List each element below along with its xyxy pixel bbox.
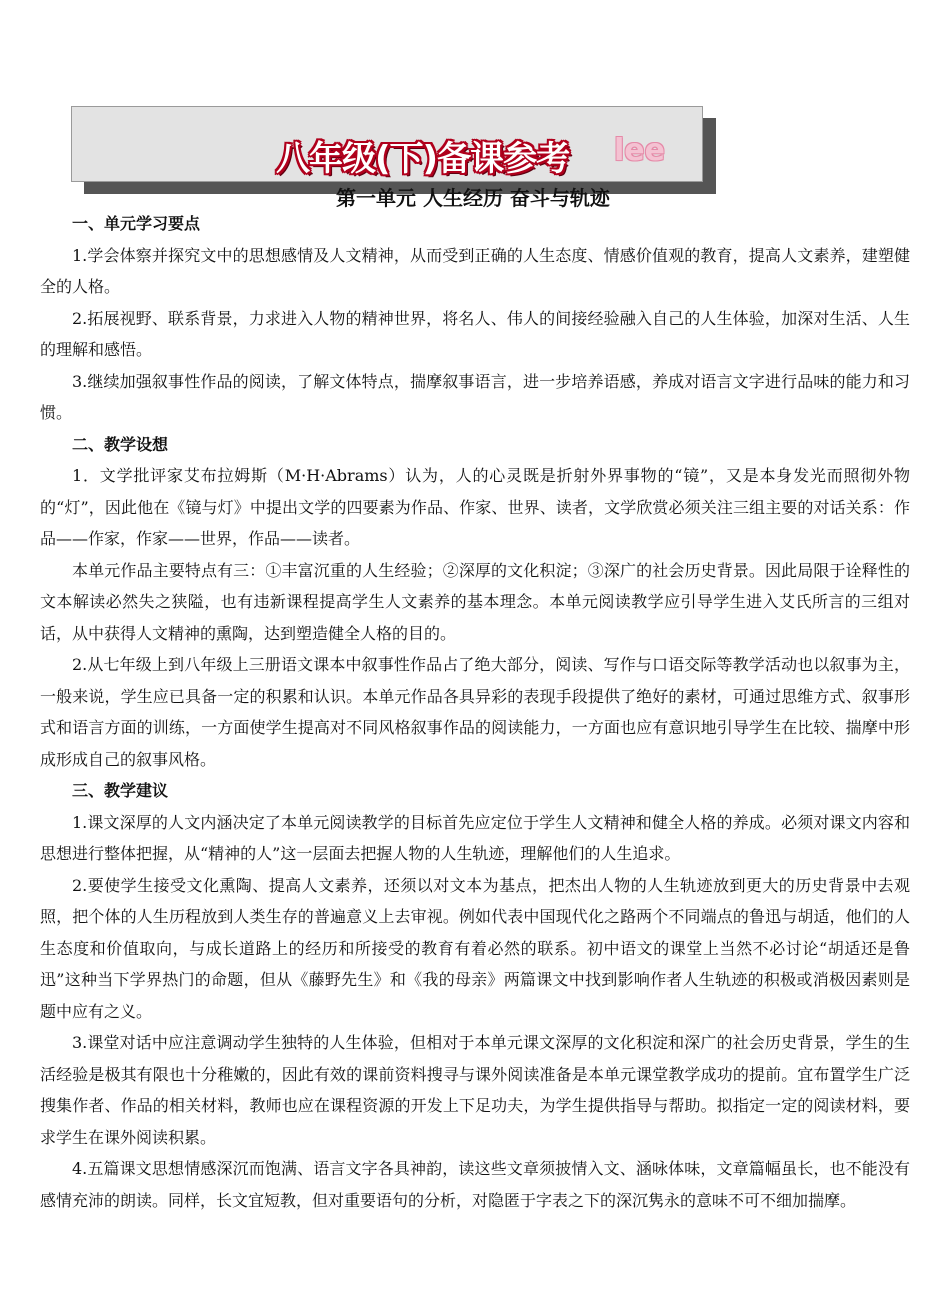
paragraph: 1.学会体察并探究文中的思想感情及人文精神，从而受到正确的人生态度、情感价值观的教育，提高人文素养，建塑健全的人格。 (40, 245, 910, 296)
document-body (40, 208, 910, 1216)
unit-title: 第一单元 人生经历 奋斗与轨迹 (336, 186, 610, 210)
paragraph: 2.从七年级上到八年级上三册语文课本中叙事性作品占了绝大部分，阅读、写作与口语交际等教学活动也以叙事为主，一般来说，学生应已具备一定的积累和认识。本单元作品各具异彩的表现手段提供了绝好的素材，可通过思维方式、叙事形式和语言方面的训练，一方面使学生提高对不同风格叙事作品的阅读能力，一方面也应有意识地引导学生在比较、揣摩中形成形成自己的叙事风格。 (40, 655, 910, 769)
paragraph: 1．文学批评家艾布拉姆斯（M·H·Abrams）认为，人的心灵既是折射外界事物的“镜”，又是本身发光而照彻外物的“灯”，因此他在《镜与灯》中提出文学的四要素为作品、作家、世界、读者，文学欣赏必须关注三组主要的对话关系：作品——作家，作家——世界，作品——读者。 (40, 466, 910, 548)
section-heading: 一、单元学习要点 (72, 214, 201, 233)
paragraph: 2.要使学生接受文化熏陶、提高人文素养，还须以对文本为基点，把杰出人物的人生轨迹放到更大的历史背景中去观照，把个体的人生历程放到人类生存的普遍意义上去审视。例如代表中国现代化之路两个不同端点的鲁迅与胡适，他们的人生态度和价值取向，与成长道路上的经历和所接受的教育有着必然的联系。初中语文的课堂上当然不必讨论“胡适还是鲁迅”这种当下学界热门的命题，但从《藤野先生》和《我的母亲》两篇课文中找到影响作者人生轨迹的积极或消极因素则是题中应有之义。 (40, 875, 910, 1021)
paragraph: 4.五篇课文思想情感深沉而饱满、语言文字各具神韵，读这些文章须披情入文、涵咏体味，文章篇幅虽长，也不能没有感情充沛的朗读。同样，长文宜短教，但对重要语句的分析，对隐匿于字表之下的深沉隽永的意味不可不细加揣摩。 (40, 1159, 910, 1210)
banner-title: 八年级(下)备课参考 (276, 139, 570, 179)
paragraph: 3.课堂对话中应注意调动学生独特的人生体验，但相对于本单元课文深厚的文化积淀和深广的社会历史背景，学生的生活经验是极其有限也十分稚嫩的，因此有效的课前资料搜寻与课外阅读准备是本单元课堂教学成功的提前。宜布置学生广泛搜集作者、作品的相关材料，教师也应在课程资源的开发上下足功夫，为学生提供指导与帮助。拟指定一定的阅读材料，要求学生在课外阅读积累。 (40, 1033, 910, 1147)
section-heading: 三、教学建议 (72, 781, 169, 800)
paragraph: 3.继续加强叙事性作品的阅读，了解文体特点，揣摩叙事语言，进一步培养语感，养成对语言文字进行品味的能力和习惯。 (40, 371, 910, 422)
section-heading: 二、教学设想 (72, 434, 169, 454)
paragraph: 本单元作品主要特点有三：①丰富沉重的人生经验；②深厚的文化积淀；③深广的社会历史背景。因此局限于诠释性的文本解读必然失之狭隘，也有违新课程提高学生人文素养的基本理念。本单元阅读教学应引导学生进入艾氏所言的三组对话，从中获得人文精神的熏陶，达到塑造健全人格的目的。 (40, 560, 910, 643)
banner-tag: lee (614, 133, 665, 168)
paragraph: 2.拓展视野、联系背景，力求进入人物的精神世界，将名人、伟人的间接经验融入自己的人生体验，加深对生活、人生的理解和感悟。 (40, 308, 910, 359)
paragraph: 1.课文深厚的人文内涵决定了本单元阅读教学的目标首先应定位于学生人文精神和健全人格的养成。必须对课文内容和思想进行整体把握，从“精神的人”这一层面去把握人物的人生轨迹，理解他们的人生追求。 (40, 812, 910, 863)
